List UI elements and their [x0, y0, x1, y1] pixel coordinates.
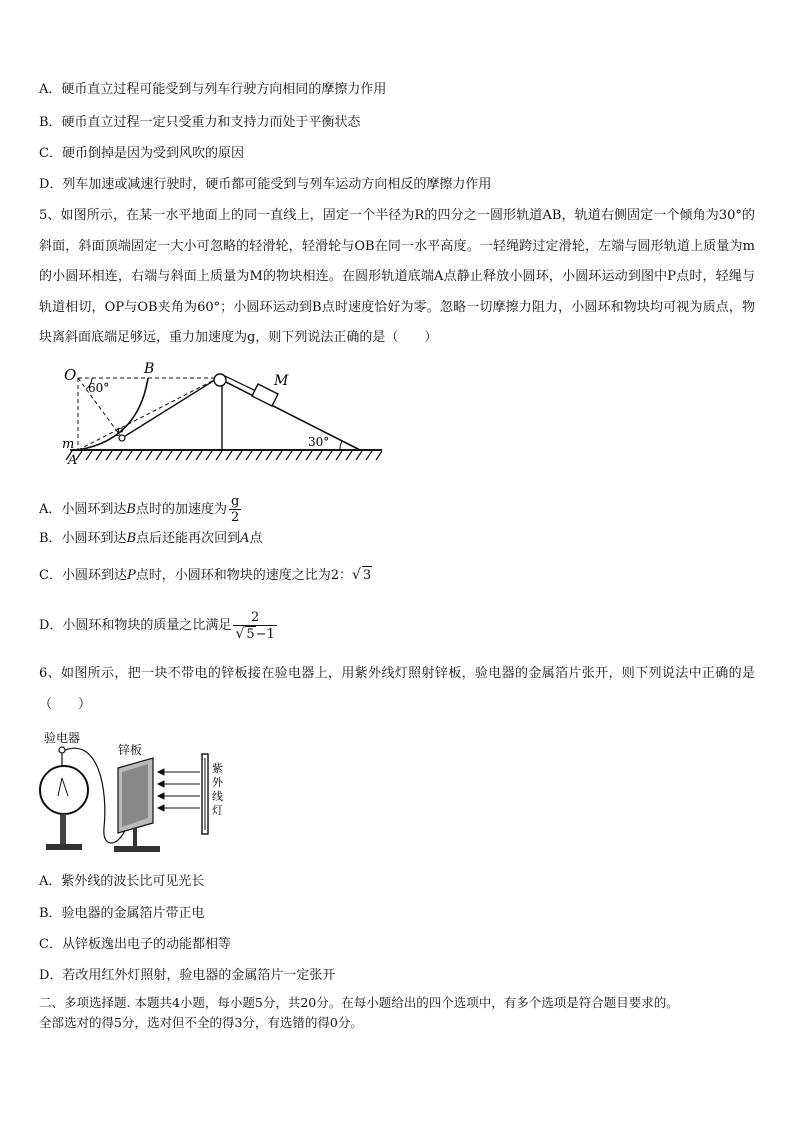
q4-option-a: A．硬币直立过程可能受到与列车行驶方向相同的摩擦力作用	[39, 82, 387, 97]
label-lamp-4: 灯	[212, 804, 223, 817]
q4-option-b: B．硬币直立过程一定只受重力和支持力而处于平衡状态	[39, 115, 361, 130]
q6-option-b: B．验电器的金属箔片带正电	[39, 906, 205, 921]
label-electroscope: 验电器	[44, 731, 81, 745]
q6-figure	[38, 728, 238, 863]
q5-figure	[60, 360, 390, 470]
q6-option-c: C．从锌板逸出电子的动能都相等	[39, 937, 231, 952]
q5-stem: 5、如图所示，在某一水平地面上的同一直线上，固定一个半径为R的四分之一圆形轨道AB，轨道右侧固定一个倾角为30°的斜面，斜面顶端固定一大小可忽略的轻滑轮，轻滑轮与OB在同一水平高度。一轻绳跨过定滑轮，左端与圆形轨道上质量为m的小圆环相连，右端与斜面上质量为M的物块相连。在圆形轨道底端A点静止释放小圆环，小圆环运动到图中P点时，轻绳与轨道相切，OP与OB夹角为60°；小圆环运动到B点时速度恰好为零。忽略一切摩擦力阻力，小圆环和物块均可视为质点，物块离斜面底端足够远，重力加速度为g，则下列说法正确的是（ ）	[39, 208, 755, 345]
label-lamp-3: 线	[212, 790, 223, 803]
q4-option-d: D．列车加速或减速行驶时，硬币都可能受到与列车运动方向相反的摩擦力作用	[39, 177, 492, 192]
label-b: B	[144, 361, 155, 377]
label-30: 30°	[308, 435, 330, 449]
q6-stem: 6、如图所示，把一块不带电的锌板接在验电器上，用紫外线灯照射锌板，验电器的金属箔片张开，则下列说法中正确的是（ ）	[39, 666, 755, 712]
q5-option-b: B．小圆环到达B点后还能再次回到A点	[39, 531, 263, 546]
label-a: A	[68, 453, 78, 468]
label-m-big: M	[274, 373, 289, 389]
label-60: 60°	[88, 381, 110, 395]
q5-option-d: D．小圆环和物块的质量之比满足 $\frac{2}{√ 5-1}$	[39, 609, 275, 642]
q4-option-c: C．硬币倒掉是因为受到风吹的原因	[39, 146, 244, 161]
label-m-small: m	[62, 437, 75, 452]
label-lamp-2: 外	[212, 776, 223, 789]
q6-option-d: D．若改用红外灯照射，验电器的金属箔片一定张开	[39, 968, 336, 983]
label-o: O	[64, 366, 77, 384]
q6-option-a: A．紫外线的波长比可见光长	[39, 874, 205, 889]
label-lamp-1: 紫	[212, 762, 223, 775]
label-zinc: 锌板	[118, 743, 143, 757]
q5-option-c: C．小圆环到达P点时，小圆环和物块的速度之比为2：√ 3	[39, 567, 372, 583]
q5-option-a: A．小圆环到达B点时的加速度为 $\frac{g}{2}$	[39, 494, 240, 525]
label-p: P	[116, 426, 124, 439]
section2-heading: 二、多项选择题. 本题共4小题，每小题5分，共20分。在每小题给出的四个选项中，有多个选项是符合题目要求的。	[39, 995, 679, 1010]
section2-scoring: 全部选对的得5分，选对但不全的得3分，有选错的得0分。	[39, 1015, 363, 1030]
